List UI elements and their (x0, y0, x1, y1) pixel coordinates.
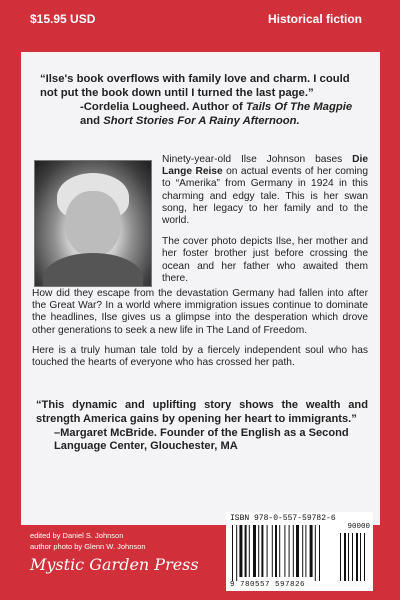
barcode-addon: 90000 (347, 523, 370, 531)
bio-intro: Ninety-year-old Ilse Johnson bases (162, 154, 353, 165)
genre-label: Historical fiction (267, 12, 362, 26)
barcode-digits: 9 780557 597826 (230, 581, 306, 589)
photo-body (43, 253, 143, 287)
credits (30, 530, 146, 552)
photo-face (65, 191, 121, 257)
bottom-review-quote (36, 399, 368, 454)
description-paragraph-1: How did they escape from the devastation Germany had fallen into after the Great War? In a world where immigration issues continue to dominate the headlines, Ilse gives us a glimpse into the desperation which drove other generations to seek a new life in The Land of Freedom. (32, 288, 368, 336)
photo-credit: author photo by Glenn W. Johnson (30, 542, 146, 551)
book-title-1: Tails Of The Magpie (245, 101, 353, 113)
author-photo (34, 160, 152, 287)
barcode-bars-icon (230, 525, 370, 581)
barcode (226, 512, 373, 591)
publisher-logo: Mystic Garden Press (30, 555, 199, 574)
description (32, 288, 368, 377)
author-bio (162, 154, 368, 294)
book-title-2: Short Stories For A Rainy Afternoon. (103, 115, 300, 127)
attribution-and: and (80, 115, 104, 127)
price-label: $15.95 USD (30, 12, 96, 26)
bio-paragraph-2: The cover photo depicts Ilse, her mother and her foster brother just before crossing the ocean and her father who awaited them there. (162, 236, 368, 284)
top-quote-text: “Ilse's book overflows with family love and charm. I could not put the book down until I turned the last page.” (40, 73, 350, 99)
description-paragraph-2: Here is a truly human tale told by a fiercely independent soul who has touched the hearts of everyone who has crossed her path. (32, 344, 368, 369)
bio-paragraph-1 (162, 154, 368, 227)
content-panel (21, 52, 380, 525)
book-title: Die Lange Reise (162, 154, 368, 178)
bottom-quote-text: “This dynamic and uplifting story shows the wealth and strength America gains by opening her heart to immigrants.” (36, 399, 368, 425)
isbn-label: ISBN 978-0-557-59782-6 (230, 514, 336, 523)
editor-credit: edited by Daniel S. Johnson (30, 531, 124, 540)
bio-rest: on actual events of her coming to “Amerika” from Germany in 1924 in this charming and edgy tale. This is her swan song, her legacy to her family and to the world. (162, 166, 368, 227)
top-quote-attribution (40, 100, 370, 128)
attribution-prefix: -Cordelia Lougheed. Author of (80, 101, 246, 113)
top-review-quote (40, 72, 370, 128)
bottom-quote-attribution: –Margaret McBride. Founder of the English as a Second Language Center, Glouchester, MA (54, 426, 349, 453)
